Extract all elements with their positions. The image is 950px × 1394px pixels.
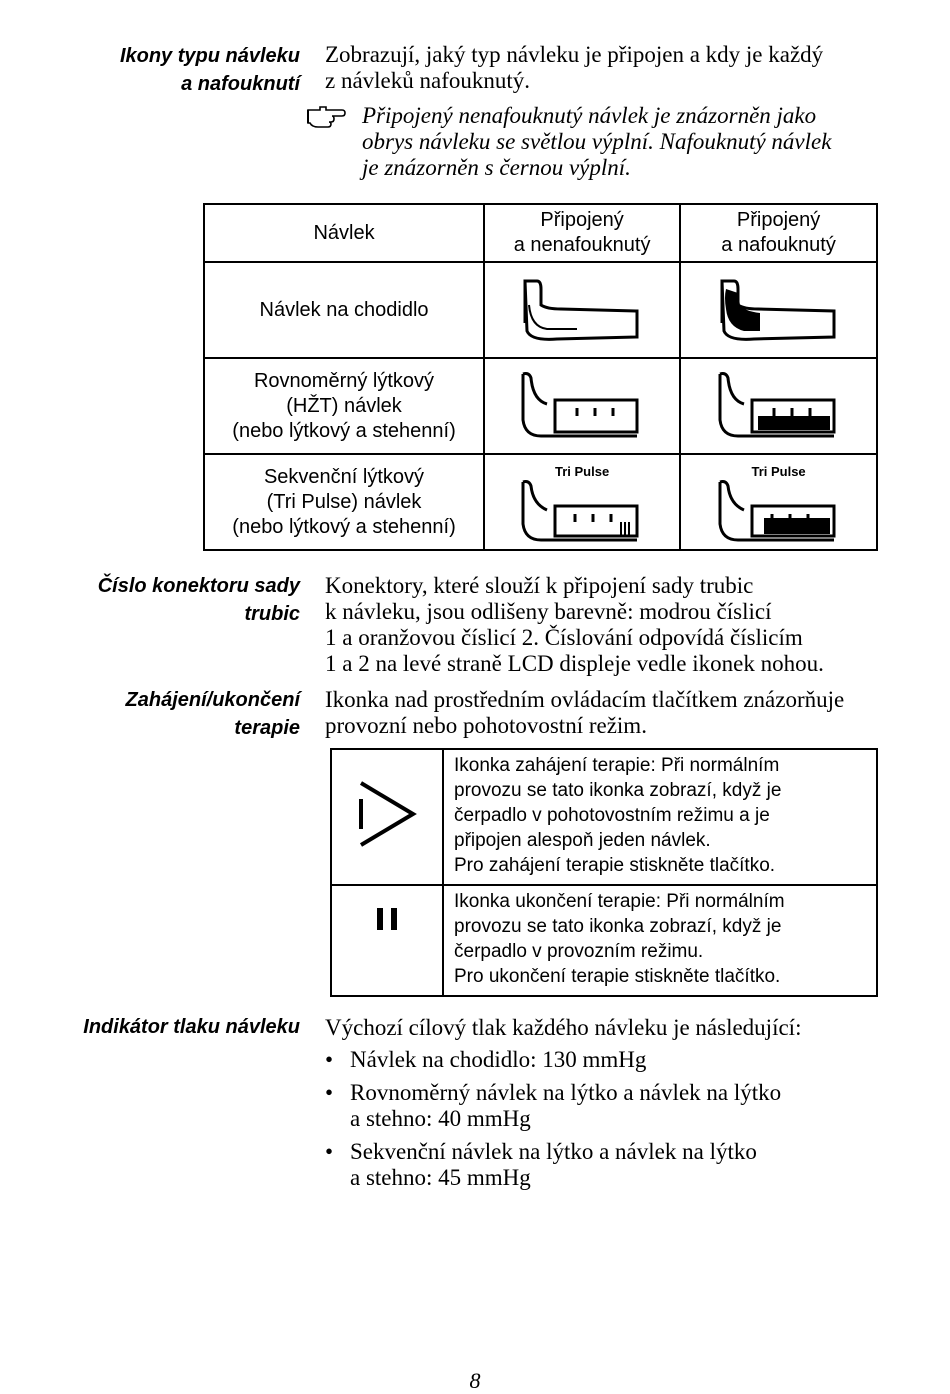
section-label-connector: Číslo konektoru sady trubic bbox=[97, 575, 300, 625]
tri-pulse-tag: Tri Pulse bbox=[554, 464, 610, 479]
table-header-row bbox=[204, 204, 877, 262]
play-icon bbox=[357, 779, 417, 849]
foot-cuff-inflated-icon bbox=[714, 275, 844, 345]
cell-play-text: Ikonka zahájení terapie: Při normálním provozu se tato ikonka zobrazí, když je čerpadlo v pohotovostním režimu a je připojen alespoň jeden návlek. Pro zahájení terapie stiskněte tlačítko. bbox=[443, 749, 877, 885]
note-cuff-fill: Připojený nenafouknutý návlek je znázorněn jako obrys návleku se světlou výplní. Nafouknutý návlek je znázorněn s černou výplní. bbox=[362, 103, 832, 180]
section-text-connector: Konektory, které slouží k připojení sady trubic k návleku, jsou odlišeny barevně: modrou číslicí 1 a oranžovou číslicí 2. Číslování odpovídá číslicím 1 a 2 na levé straně LCD displeje vedle ikonek nohou. bbox=[325, 573, 824, 676]
pause-icon bbox=[375, 906, 399, 932]
page-number: 8 bbox=[469, 1368, 481, 1393]
cell-uniform-uninflated bbox=[484, 358, 680, 454]
table-row bbox=[204, 454, 877, 550]
table-row bbox=[204, 262, 877, 358]
row-label-uniform-calf: Rovnoměrný lýtkový (HŽT) návlek (nebo lýtkový a stehenní) bbox=[204, 358, 484, 454]
sequential-calf-cuff-inflated-icon bbox=[714, 474, 844, 546]
cell-sequential-inflated bbox=[680, 454, 877, 550]
cell-pause-text: Ikonka ukončení terapie: Při normálním provozu se tato ikonka zobrazí, když je čerpadlo v provozním režimu. Pro ukončení terapie stiskněte tlačítko. bbox=[443, 885, 877, 996]
cell-foot-inflated bbox=[680, 262, 877, 358]
cell-play-icon bbox=[331, 749, 443, 885]
table-row bbox=[331, 885, 877, 996]
cell-pause-icon bbox=[331, 885, 443, 996]
section-text-cuff-icons: Zobrazují, jaký typ návleku je připojen a kdy je každý z návleků nafouknutý. bbox=[325, 42, 824, 93]
therapy-icons-table bbox=[330, 748, 878, 997]
row-label-foot: Návlek na chodidlo bbox=[204, 262, 484, 358]
section-label-cuff-icons: Ikony typu návleku a nafouknutí bbox=[119, 45, 300, 95]
cell-uniform-inflated bbox=[680, 358, 877, 454]
section-label-therapy: Zahájení/ukončení terapie bbox=[125, 689, 300, 739]
table-row bbox=[331, 749, 877, 885]
uniform-calf-cuff-inflated-icon bbox=[714, 370, 844, 442]
cell-foot-uninflated bbox=[484, 262, 680, 358]
header-connected-inflated: Připojený a nafouknutý bbox=[680, 204, 877, 262]
section-text-therapy: Ikonka nad prostředním ovládacím tlačítkem znázorňuje provozní nebo pohotovostní režim. bbox=[325, 687, 845, 738]
pointing-hand-icon bbox=[306, 104, 346, 128]
row-label-sequential-calf: Sekvenční lýtkový (Tri Pulse) návlek (nebo lýtkový a stehenní) bbox=[204, 454, 484, 550]
section-text-pressure: Výchozí cílový tlak každého návleku je následující: bbox=[325, 1015, 802, 1040]
foot-cuff-icon bbox=[517, 275, 647, 345]
cuff-type-table bbox=[203, 203, 878, 551]
section-label-pressure: Indikátor tlaku návleku bbox=[83, 1016, 300, 1038]
sequential-calf-cuff-icon bbox=[517, 474, 647, 546]
tri-pulse-tag: Tri Pulse bbox=[751, 464, 806, 479]
cell-sequential-uninflated bbox=[484, 454, 680, 550]
header-connected-uninflated: Připojený a nenafouknutý bbox=[484, 204, 680, 262]
header-cuff: Návlek bbox=[204, 204, 484, 262]
uniform-calf-cuff-icon bbox=[517, 370, 647, 442]
table-row bbox=[204, 358, 877, 454]
